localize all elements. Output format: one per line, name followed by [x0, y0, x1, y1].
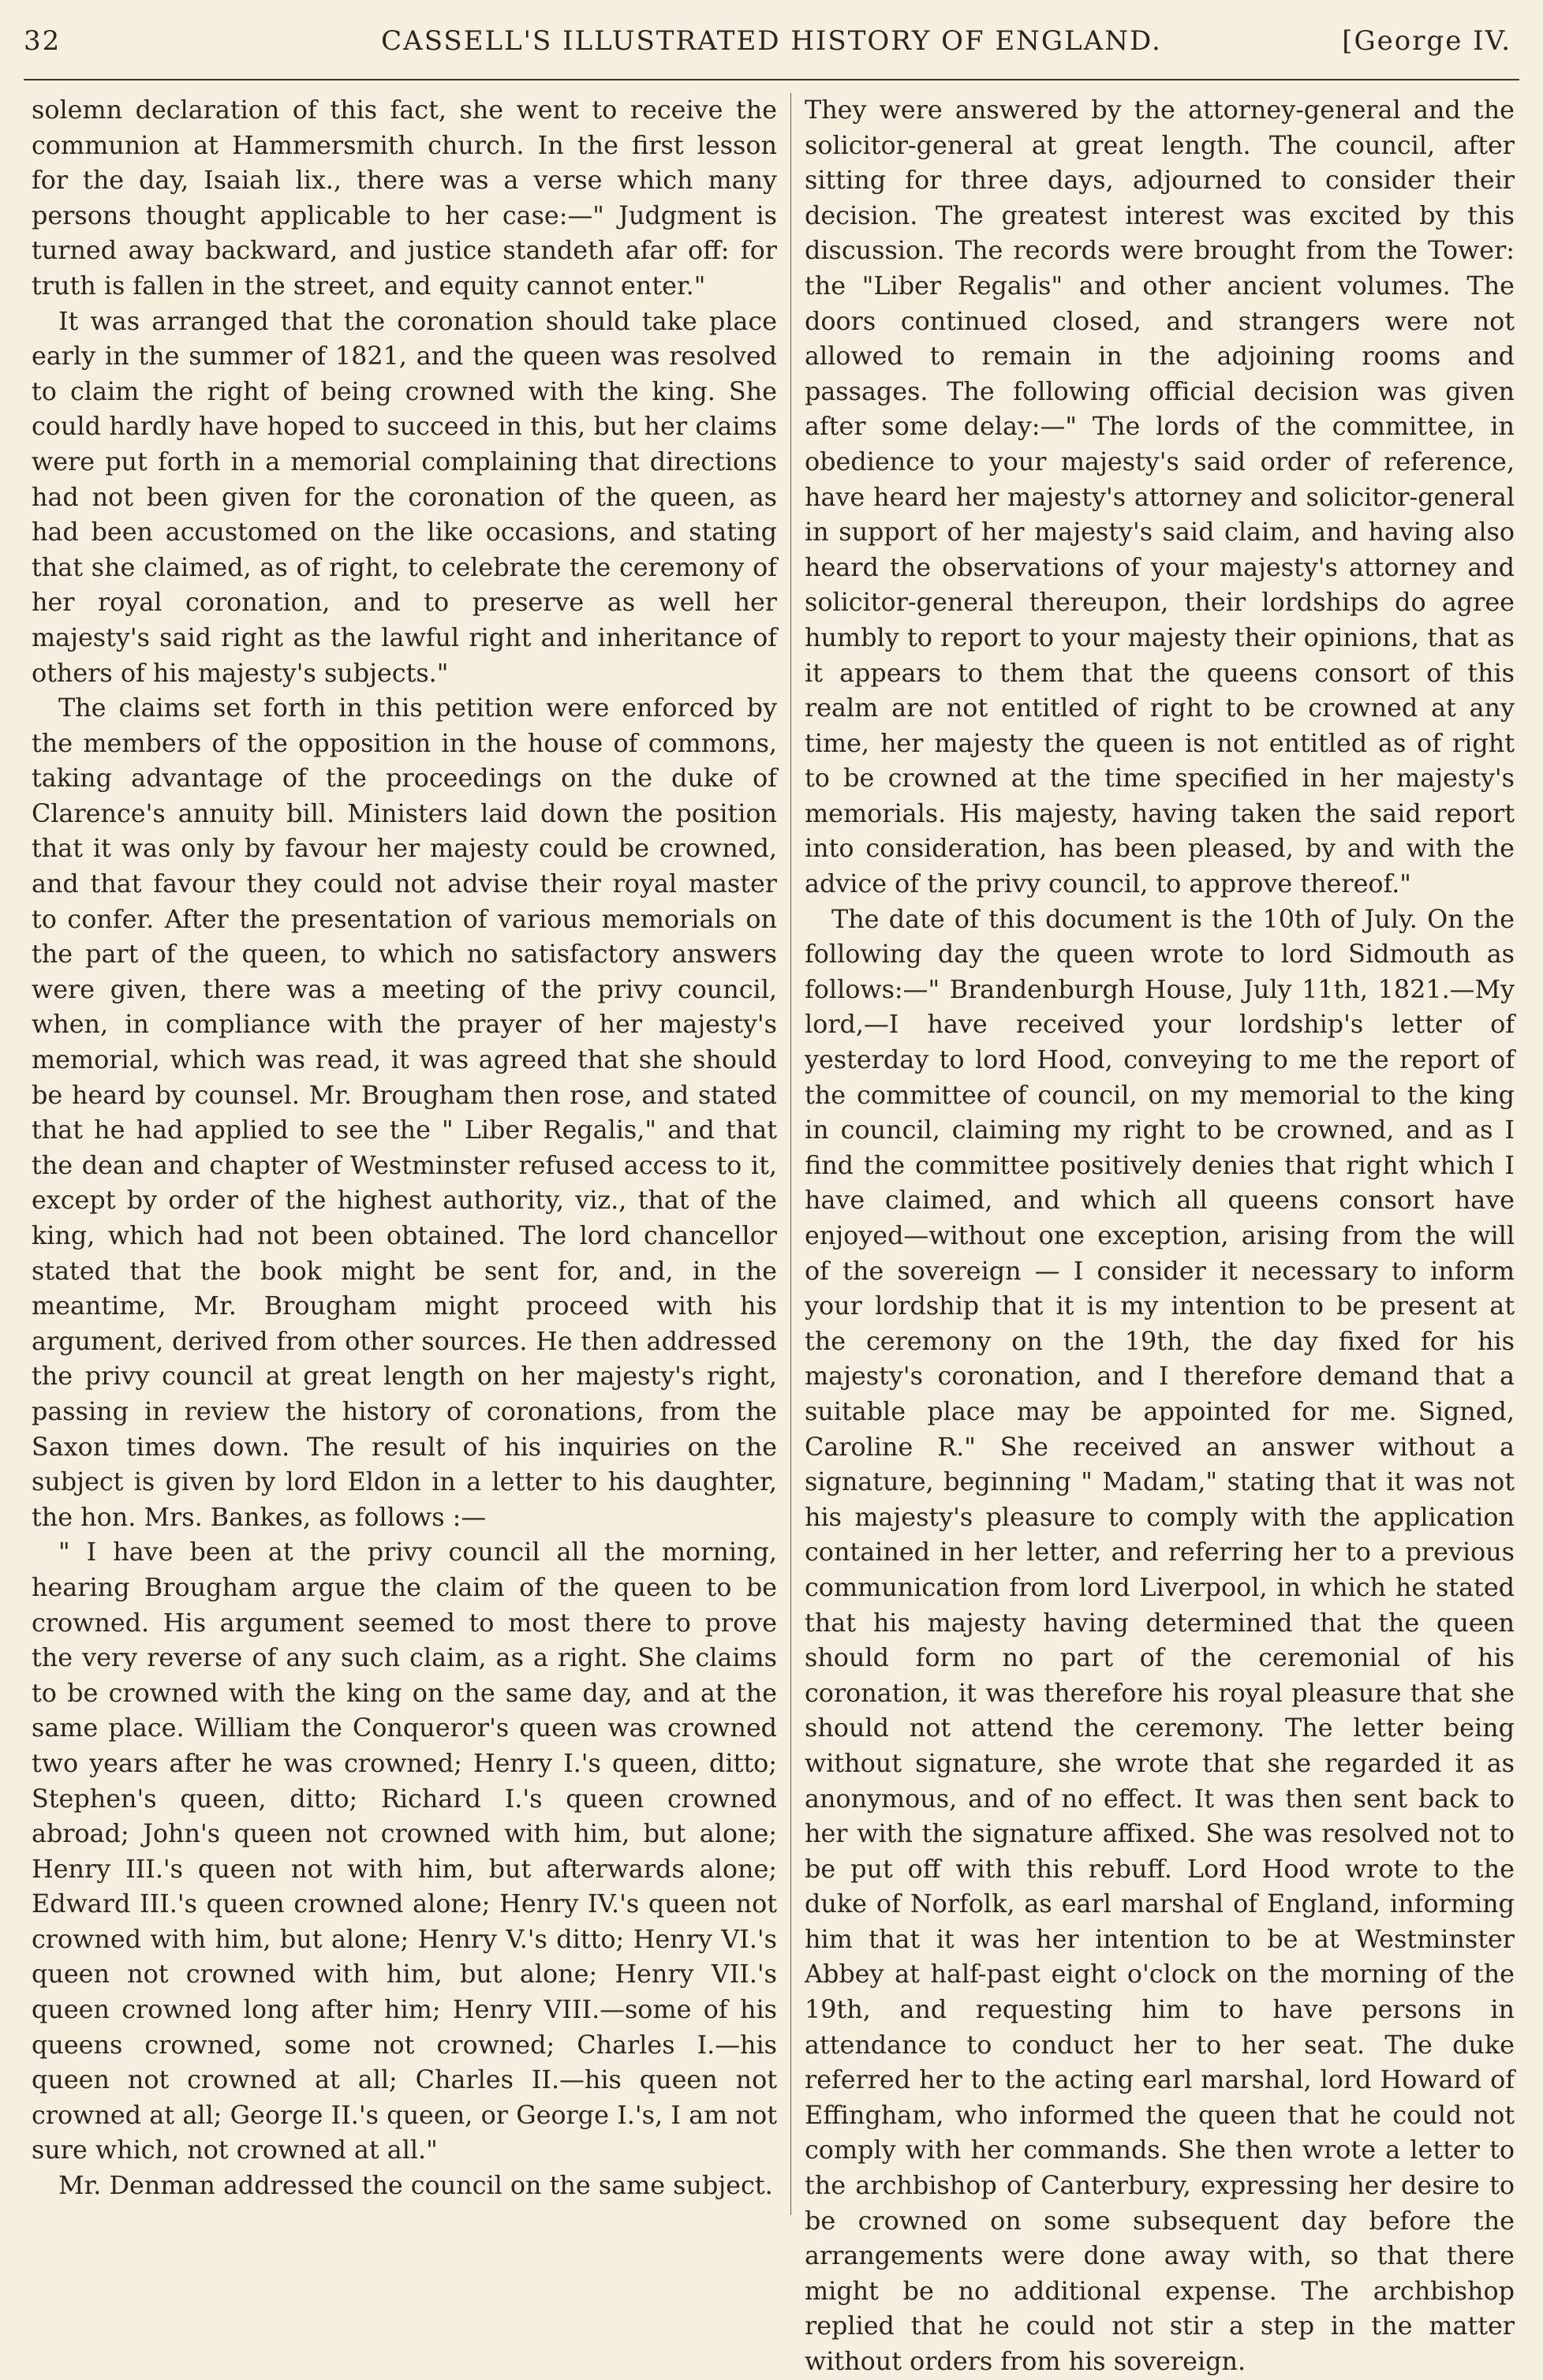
reign-label: [George IV. — [1342, 25, 1511, 57]
page-number: 32 — [24, 25, 62, 57]
quotation-paragraph: " I have been at the privy council all the morning, hearing Brougham argue the claim of the queen to be crowned. His argument seemed to most there to prove the very reverse of any such claim, as a right. She claims to be crowned with the king on the same day, and at the same place. William the Conqueror's queen was crowned two years after he was crowned; Henry I.'s queen, ditto; Stephen's queen, ditto; Richard I.'s queen crowned abroad; John's queen not crowned with him, but alone; Henry III.'s queen not with him, but afterwards alone; Edward III.'s queen crowned alone; Henry IV.'s queen not crowned with him, but alone; Henry V.'s ditto; Henry VI.'s queen not crowned with him, but alone; Henry VII.'s queen crowned long after him; Henry VIII.—some of his queens crowned, some not crowned; Charles I.—his queen not crowned at all; Charles II.—his queen not crowned at all; George II.'s queen, or George I.'s, I am not sure which, not crowned at all." — [32, 1537, 777, 2165]
left-column — [32, 93, 777, 2204]
paragraph: The claims set forth in this petition were enforced by the members of the opposition in the house of commons, taking advantage of the proceedings on the duke of Clarence's annuity bill. Ministers laid down the position that it was only by favour her majesty could be crowned, and that favour they could not advise their royal master to confer. After the presentation of various memorials on the part of the queen, to which no satisfactory answers were given, there was a meeting of the privy council, when, in compliance with the prayer of her majesty's memorial, which was read, it was agreed that she should be heard by counsel. Mr. Brougham then rose, and stated that he had applied to see the " Liber Regalis," and that the dean and chapter of Westminster refused access to it, except by order of the highest authority, viz., that of the king, which had not been obtained. The lord chancellor stated that the book might be sent for, and, in the meantime, Mr. Brougham might proceed with his argument, derived from other sources. He then addressed the privy council at great length on her majesty's right, passing in review the history of coronations, from the Saxon times down. The result of his inquiries on the subject is given by lord Eldon in a letter to his daughter, the hon. Mrs. Bankes, as follows :— — [32, 693, 777, 1532]
book-title: CASSELL'S ILLUSTRATED HISTORY OF ENGLAND. — [381, 25, 1162, 57]
column-divider — [790, 93, 791, 2215]
right-column — [805, 93, 1515, 2380]
paragraph: Mr. Denman addressed the council on the same subject. — [58, 2171, 773, 2201]
paragraph: It was arranged that the coronation should take place early in the summer of 1821, and the queen was resolved to claim the right of being crowned with the king. She could hardly have hoped to succeed in this, but her claims were put forth in a memorial complaining that directions had not been given for the coronation of the queen, as had been accustomed on the like occasions, and stating that she claimed, as of right, to celebrate the ceremony of her royal coronation, and to preserve as well her majesty's said right as the lawful right and inheritance of others of his majesty's subjects." — [32, 306, 777, 688]
paragraph: solemn declaration of this fact, she went to receive the communion at Hammersmith church. In the first lesson for the day, Isaiah lix., there was a verse which many persons thought applicable to her case:—" Judgment is turned away backward, and justice standeth afar off: for truth is fallen in the street, and equity cannot enter." — [32, 95, 777, 301]
paragraph: The date of this document is the 10th of July. On the following day the queen wrote to lord Sidmouth as follows:—" Brandenburgh House, July 11th, 1821.—My lord,—I have received your lordship's letter of yesterday to lord Hood, conveying to me the report of the committee of council, on my memorial to the king in council, claiming my right to be crowned, and as I find the committee positively denies that right which I have claimed, and which all queens consort have enjoyed—without one exception, arising from the will of the sovereign — I consider it necessary to inform your lordship that it is my intention to be present at the ceremony on the 19th, the day fixed for his majesty's coronation, and I therefore demand that a suitable place may be appointed for me. Signed, Caroline R." She received an answer without a signature, beginning " Madam," stating that it was not his majesty's pleasure to comply with the application contained in her letter, and referring her to a previous communication from lord Liverpool, in which he stated that his majesty having determined that the queen should form no part of the ceremonial of his coronation, it was therefore his royal pleasure that she should not attend the ceremony. The letter being without signature, she wrote that she regarded it as anonymous, and of no effect. It was then sent back to her with the signature affixed. She was resolved not to be put off with this rebuff. Lord Hood wrote to the duke of Norfolk, as earl marshal of England, informing him that it was her intention to be at Westminster Abbey at half-past eight o'clock on the morning of the 19th, and requesting him to have persons in attendance to conduct her to her seat. The duke referred her to the acting earl marshal, lord Howard of Effingham, who informed the queen that he could not comply with her commands. She then wrote a letter to the archbishop of Canterbury, expressing her desire to be crowned on some subsequent day before the arrangements were done away with, so that there might be no additional expense. The archbishop replied that he could not stir a step in the matter without orders from his sovereign. — [805, 904, 1515, 2376]
header-rule — [24, 79, 1519, 80]
running-head — [24, 17, 1519, 65]
paragraph: They were answered by the attorney-general and the solicitor-general at great length. The council, after sitting for three days, adjourned to consider their decision. The greatest interest was excited by this discussion. The records were brought from the Tower: the "Liber Regalis" and other ancient volumes. The doors continued closed, and strangers were not allowed to remain in the adjoining rooms and passages. The following official decision was given after some delay:—" The lords of the committee, in obedience to your majesty's said order of reference, have heard her majesty's attorney and solicitor-general in support of her majesty's said claim, and having also heard the observations of your majesty's attorney and solicitor-general thereupon, their lordships do agree humbly to report to your majesty their opinions, that as it appears to them that the queens consort of this realm are not entitled of right to be crowned at any time, her majesty the queen is not entitled as of right to be crowned at the time specified in her majesty's memorials. His majesty, having taken the said report into consideration, has been pleased, by and with the advice of the privy council, to approve thereof." — [805, 95, 1515, 899]
